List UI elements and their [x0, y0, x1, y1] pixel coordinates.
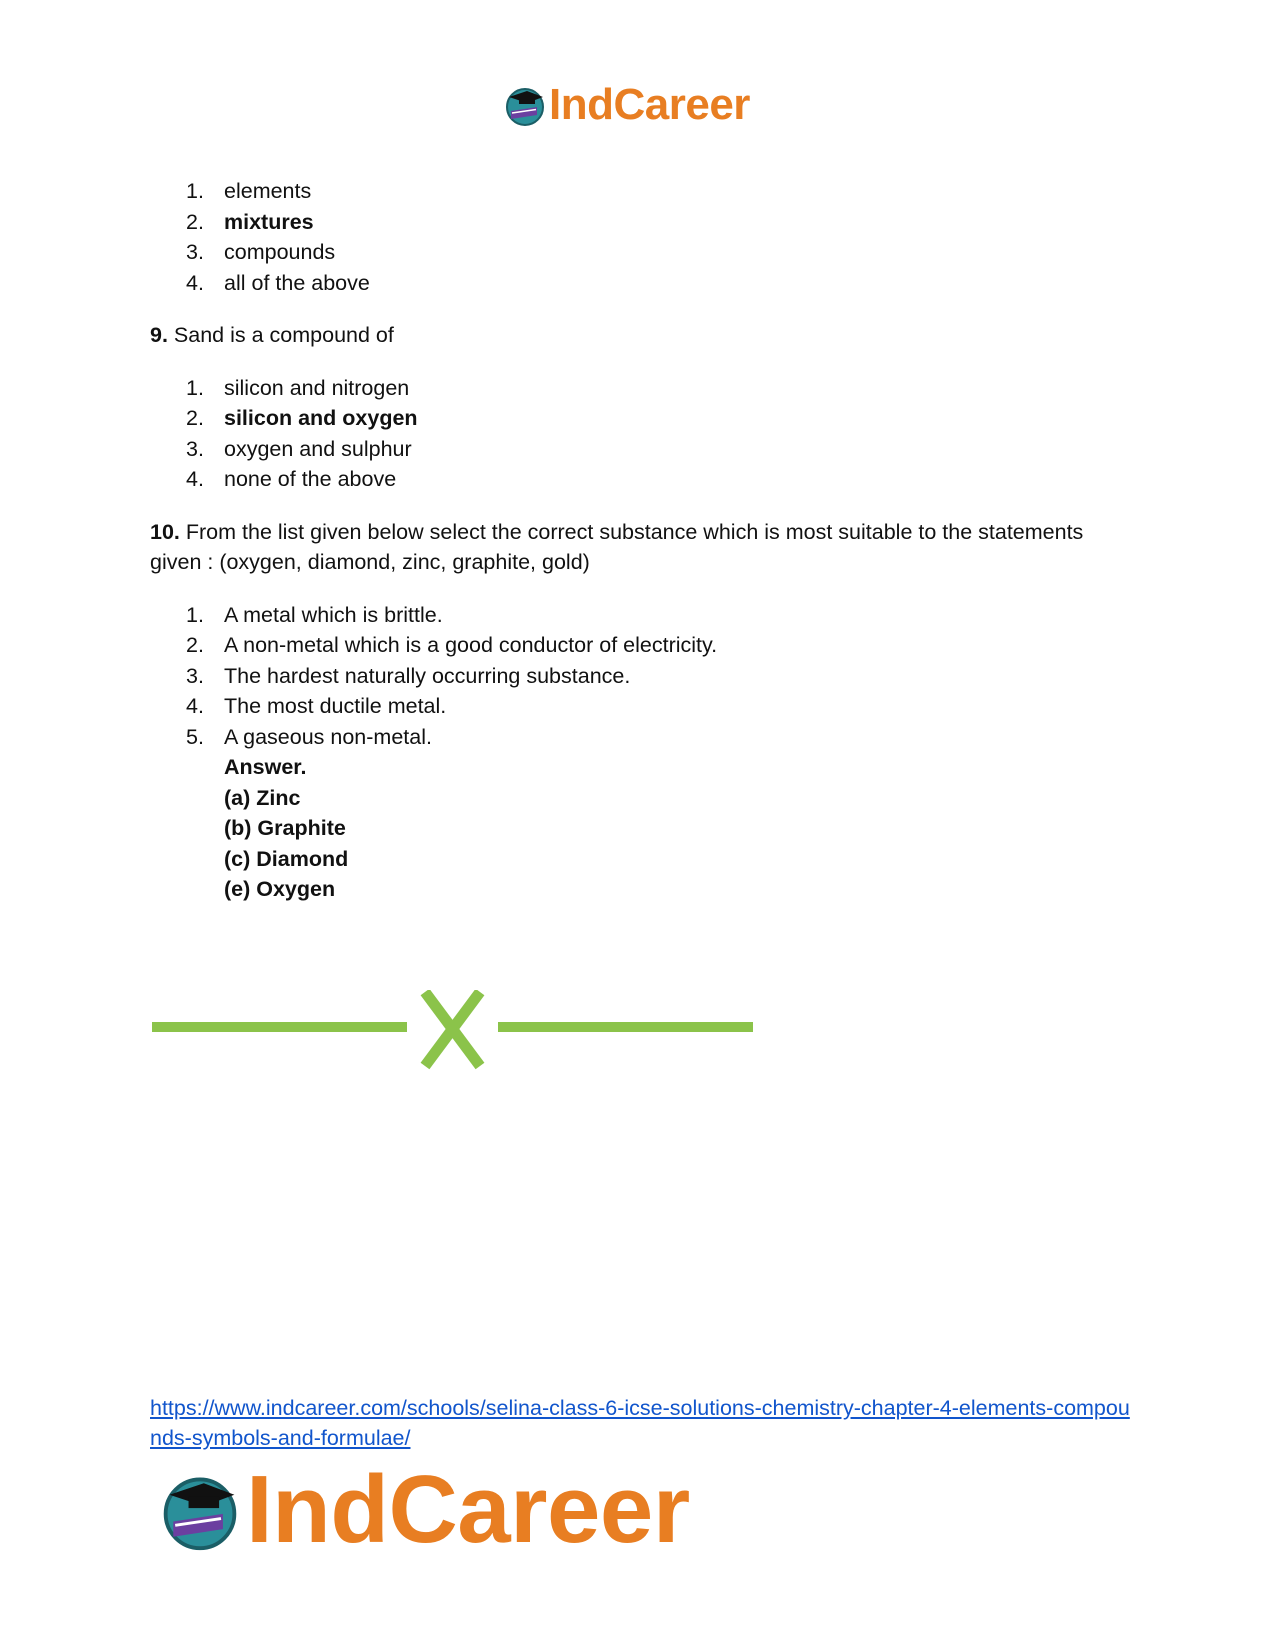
q10-options-list — [150, 600, 1130, 753]
list-item: 3. compounds — [186, 240, 336, 264]
q9-options-list — [150, 373, 1130, 495]
section-divider — [150, 990, 755, 1070]
question-text: Sand is a compound of — [173, 323, 394, 347]
answer-block — [150, 752, 1130, 905]
list-item: 4. none of the above — [186, 467, 397, 491]
answer-heading: Answer. — [224, 755, 307, 779]
list-item: 1. A metal which is brittle. — [186, 602, 443, 627]
header-logo-text: IndCareer — [549, 80, 750, 129]
cross-icon — [425, 992, 480, 1066]
header-logo — [503, 80, 750, 130]
answer-item: (c) Diamond — [224, 846, 349, 871]
question-text: From the list given below select the correct substance which is most suitable to the statements given : (oxygen, diamond, zinc, graphite, gold) — [150, 519, 1084, 574]
list-item: 1. silicon and nitrogen — [186, 375, 410, 400]
graduation-cap-book-globe-icon — [158, 1468, 242, 1552]
list-item: 4. all of the above — [186, 270, 370, 295]
q8-options-list — [150, 176, 1130, 298]
graduation-cap-book-globe-icon — [503, 83, 547, 127]
answer-item: (e) Oxygen — [224, 877, 336, 901]
document-body — [150, 176, 1130, 905]
question-number: 9. — [150, 323, 168, 347]
footer-logo-text: IndCareer — [246, 1456, 690, 1563]
footer-logo — [158, 1456, 690, 1563]
list-item: 3. oxygen and sulphur — [186, 436, 412, 461]
question-number: 10. — [150, 519, 180, 544]
source-link[interactable]: https://www.indcareer.com/schools/selina-class-6-icse-solutions-chemistry-chapter-4-elements-compounds-symbols-and-formulae/ — [150, 1396, 1130, 1450]
list-item: 2. A non-metal which is a good conductor of electricity. — [186, 633, 718, 657]
list-item: 3. The hardest naturally occurring substance. — [186, 663, 631, 688]
question-10 — [150, 517, 1130, 578]
list-item: 1. elements — [186, 179, 312, 203]
list-item: 2. mixtures — [186, 209, 314, 234]
question-9 — [150, 320, 1130, 351]
answer-item: (b) Graphite — [224, 816, 346, 840]
list-item: 2. silicon and oxygen — [186, 406, 418, 430]
answer-item: (a) Zinc — [224, 785, 301, 810]
list-item: 5. A gaseous non-metal. — [186, 724, 432, 749]
list-item: 4. The most ductile metal. — [186, 694, 447, 718]
